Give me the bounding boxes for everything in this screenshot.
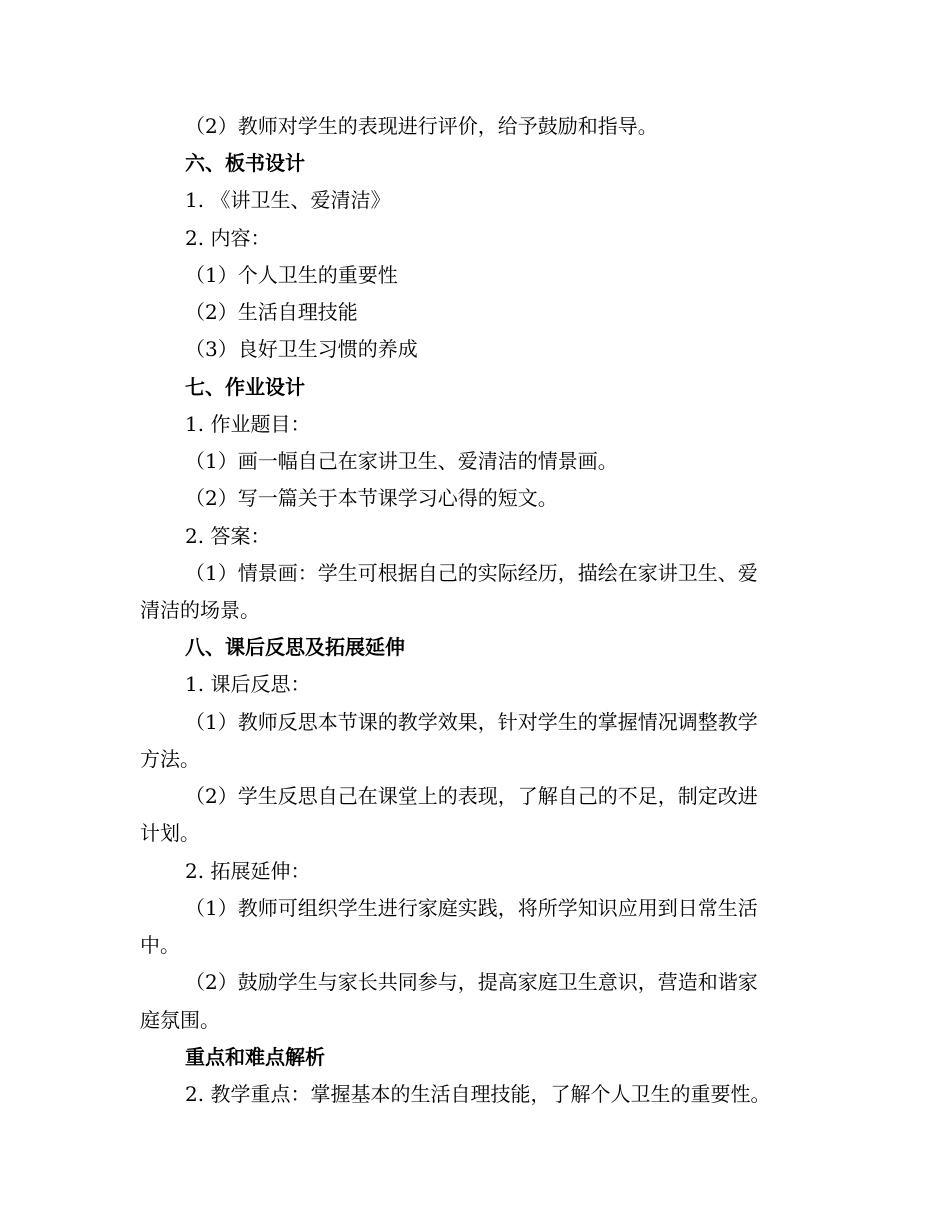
list-subitem: （1）教师可组织学生进行家庭实践，将所学知识应用到日常生活 — [185, 896, 758, 920]
list-subitem-continuation: 方法。 — [140, 747, 200, 771]
section-heading-6: 六、板书设计 — [185, 151, 305, 175]
list-item: 2. 教学重点：掌握基本的生活自理技能，了解个人卫生的重要性。 — [185, 1082, 771, 1106]
section-heading-key-points: 重点和难点解析 — [185, 1045, 325, 1069]
paragraph-line: （2）教师对学生的表现进行评价，给予鼓励和指导。 — [185, 114, 658, 138]
list-subitem: （1）情景画：学生可根据自己的实际经历，描绘在家讲卫生、爱 — [185, 561, 758, 585]
list-subitem-continuation: 计划。 — [140, 821, 200, 845]
list-subitem-continuation: 中。 — [140, 933, 180, 957]
list-item: 1. 《讲卫生、爱清洁》 — [185, 188, 391, 212]
list-subitem: （3）良好卫生习惯的养成 — [185, 337, 418, 361]
section-heading-7: 七、作业设计 — [185, 375, 305, 399]
list-subitem: （1）教师反思本节课的教学效果，针对学生的掌握情况调整教学 — [185, 710, 758, 734]
list-item: 2. 拓展延伸： — [185, 859, 311, 883]
list-subitem: （2）学生反思自己在课堂上的表现，了解自己的不足，制定改进 — [185, 784, 758, 808]
list-item: 2. 内容： — [185, 226, 271, 250]
list-subitem: （1）个人卫生的重要性 — [185, 263, 398, 287]
list-subitem-continuation: 庭氛围。 — [140, 1008, 220, 1032]
list-subitem-continuation: 清洁的场景。 — [140, 598, 260, 622]
section-heading-8: 八、课后反思及拓展延伸 — [185, 635, 405, 659]
list-item: 1. 作业题目： — [185, 412, 311, 436]
list-subitem: （2）鼓励学生与家长共同参与，提高家庭卫生意识，营造和谐家 — [185, 970, 758, 994]
list-item: 1. 课后反思： — [185, 672, 311, 696]
list-item: 2. 答案： — [185, 524, 271, 548]
list-subitem: （2）写一篇关于本节课学习心得的短文。 — [185, 486, 558, 510]
list-subitem: （1）画一幅自己在家讲卫生、爱清洁的情景画。 — [185, 449, 618, 473]
list-subitem: （2）生活自理技能 — [185, 300, 358, 324]
